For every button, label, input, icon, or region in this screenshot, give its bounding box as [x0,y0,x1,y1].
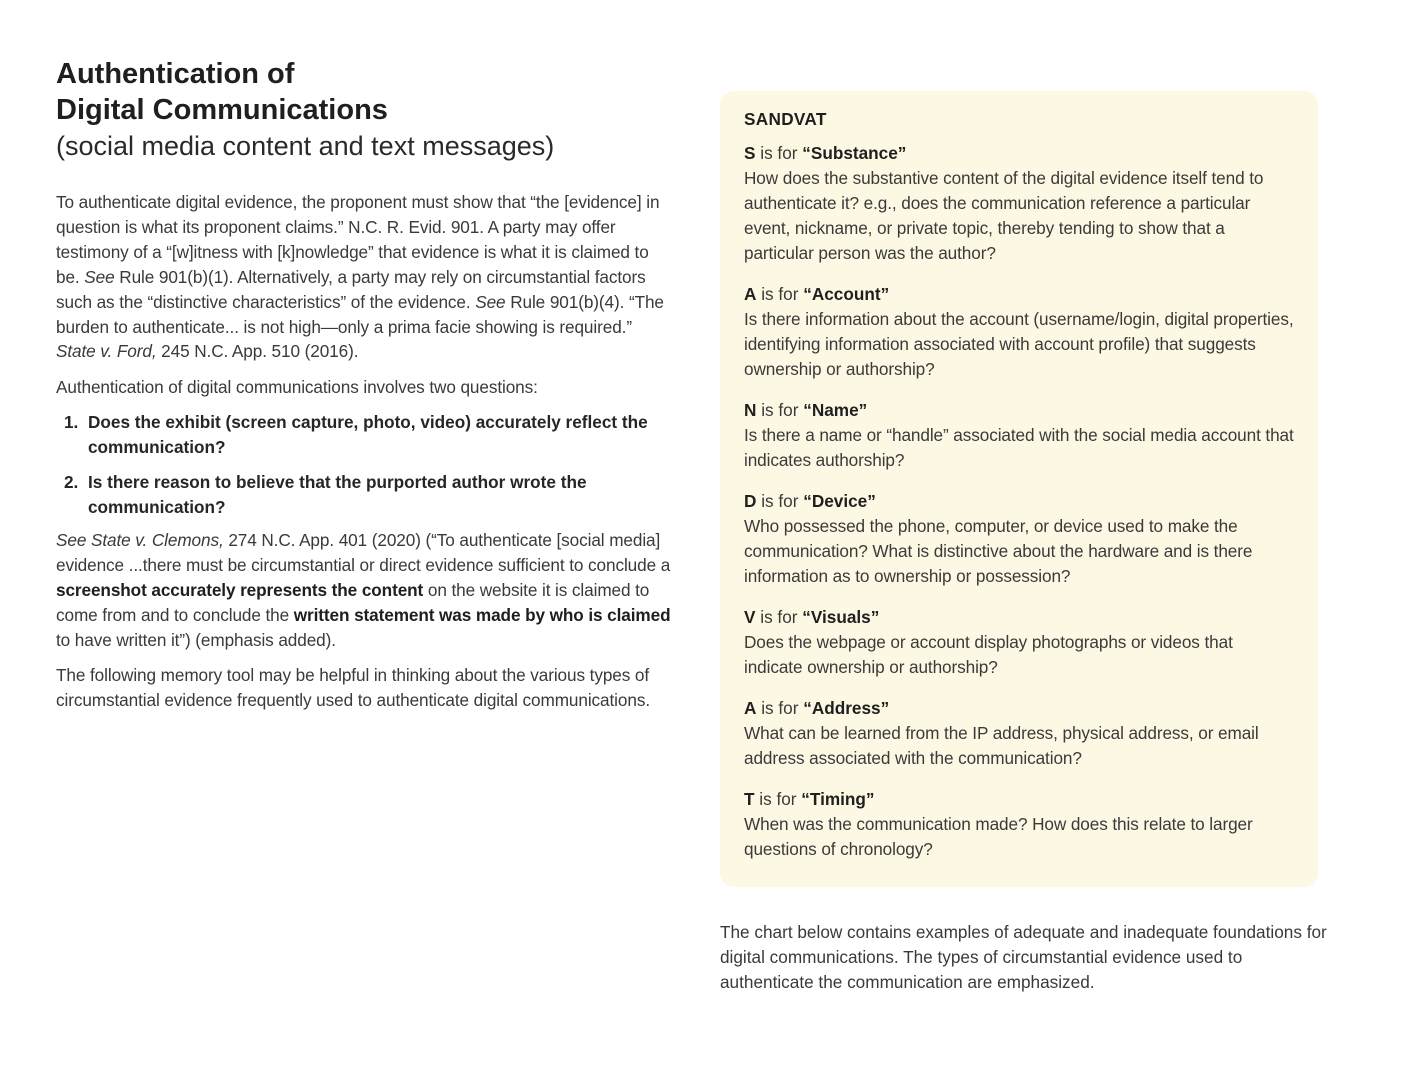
entry-is-for: is for [756,698,804,718]
entry-description: Is there a name or “handle” associated with the social media account that indicates authorship? [744,425,1294,470]
intro-text-1: To authenticate digital evidence, the proponent must show that “the [evidence] in question is what its proponent claims.” N.C. R. Evid. 901. A party may offer testimony of a “[w]itness with [k]nowledge” that evidence is what it is claimed to be. [56,192,660,287]
intro-text-3: Rule 901(b)(4). “The burden to authenticate... is not high—only a prima facie showing is required.” [56,291,664,337]
sandvat-entry [744,696,1294,771]
intro-citation: 245 N.C. App. 510 (2016). [156,341,359,362]
entry-is-for: is for [754,789,802,809]
questions-intro: Authentication of digital communications involves two questions: [56,377,538,398]
case-name-ford: State v. Ford, [56,341,157,362]
entry-word: “Address” [803,698,890,718]
entry-word: “Timing” [801,789,875,809]
question-text: Is there reason to believe that the purported author wrote the communication? [88,472,587,517]
entry-letter: S [744,143,756,163]
entry-heading [744,489,1294,514]
entry-description: Is there information about the account (username/login, digital properties, identifying information associated with account profile) that suggests ownership or authorship? [744,309,1294,379]
see-signal: See [475,291,506,312]
clemons-paragraph [56,528,671,653]
entry-description: Does the webpage or account display photographs or videos that indicate ownership or authorship? [744,632,1233,677]
memory-tool-note: The following memory tool may be helpful in thinking about the various types of circumstantial evidence frequently used to authenticate digital communications. [56,665,650,711]
question-item [56,410,671,460]
entry-heading [744,141,1294,166]
entry-description: When was the communication made? How does this relate to larger questions of chronology? [744,814,1253,859]
entry-heading [744,696,1294,721]
sandvat-entry [744,398,1294,473]
entry-letter: V [744,607,756,627]
entry-is-for: is for [755,143,803,163]
entry-letter: A [744,698,757,718]
sandvat-entries [744,141,1294,862]
entry-description: What can be learned from the IP address, physical address, or email address associated with the communication? [744,723,1259,768]
left-column [56,56,671,713]
entry-is-for: is for [755,607,803,627]
sandvat-entry [744,282,1294,382]
entry-word: “Name” [803,400,868,420]
entry-description: How does the substantive content of the digital evidence itself tend to authenticate it? e.g., does the communication reference a particular event, nickname, or private topic, thereby tending to show that a particular person was the author? [744,168,1264,263]
entry-heading [744,605,1294,630]
entry-description: Who possessed the phone, computer, or device used to make the communication? What is distinctive about the hardware and is there information as to ownership or possession? [744,516,1253,586]
entry-letter: A [744,284,757,304]
sandvat-entry [744,787,1294,862]
sandvat-entry [744,605,1294,680]
question-number: 2. [64,472,79,493]
entry-is-for: is for [756,400,804,420]
entry-is-for: is for [756,284,804,304]
entry-letter: T [744,789,755,809]
entry-letter: N [744,400,757,420]
title-line-1: Authentication of [56,58,295,90]
intro-text-2: Rule 901(b)(1). Alternatively, a party may rely on circumstantial factors such as the “distinctive characteristics” of the evidence. [56,266,646,312]
chart-intro-note: The chart below contains examples of adequate and inadequate foundations for digital communications. The types of circumstantial evidence used to authenticate the communication are emphasized. [720,922,1327,992]
sandvat-title: SANDVAT [744,109,827,129]
title-line-2: Digital Communications [56,94,388,126]
emphasis-screenshot: screenshot accurately represents the content [56,579,424,600]
entry-heading [744,282,1294,307]
intro-paragraph [56,190,671,364]
entry-word: “Account” [803,284,890,304]
entry-word: “Visuals” [802,607,880,627]
entry-heading [744,398,1294,423]
questions-list [56,410,671,520]
see-signal: See [84,266,115,287]
entry-word: “Substance” [802,143,907,163]
question-item [56,470,671,520]
emphasis-written-statement: written statement was made by who is claimed [293,604,671,625]
entry-letter: D [744,491,757,511]
clemons-text-2: on the website it is claimed to come from and to conclude the [56,579,650,625]
page-title [56,56,671,128]
sandvat-panel [720,91,1318,887]
entry-heading [744,787,1294,812]
clemons-text-1: 274 N.C. App. 401 (2020) (“To authenticate [social media] evidence ...there must be circumstantial or direct evidence sufficient to conclude a [56,529,671,575]
sandvat-entry [744,141,1294,266]
question-text: Does the exhibit (screen capture, photo, video) accurately reflect the communication? [88,412,648,458]
case-name-clemons: See State v. Clemons, [56,529,224,550]
question-number: 1. [64,412,79,433]
clemons-text-3: to have written it”) (emphasis added). [56,629,336,650]
entry-is-for: is for [756,491,804,511]
page-subtitle: (social media content and text messages) [56,131,555,161]
entry-word: “Device” [803,491,876,511]
sandvat-entry [744,489,1294,589]
